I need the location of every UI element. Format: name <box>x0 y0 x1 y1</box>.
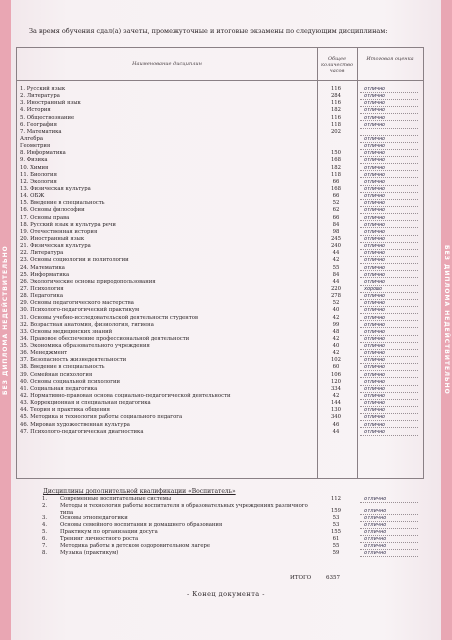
discipline-hours: 42 <box>332 393 340 400</box>
table-row <box>16 265 422 272</box>
discipline-name: 32. Возрастная анатомия, физиология, гигиена <box>20 321 154 328</box>
table-row <box>16 293 422 300</box>
discipline-name: 42. Нормативно-правовая основа социально-педагогической деятельности <box>20 393 231 400</box>
item-hours: 59 <box>332 550 340 556</box>
discipline-hours: 118 <box>330 171 342 178</box>
item-grade: отлично <box>364 543 387 549</box>
list-item <box>16 536 422 543</box>
discipline-name: 21. Физическая культура <box>20 243 91 250</box>
discipline-grade: отлично <box>364 114 385 121</box>
discipline-hours: 42 <box>332 335 340 342</box>
discipline-name: 47. Психолого-педагогическая диагностика <box>20 428 144 435</box>
table-row <box>16 393 422 400</box>
discipline-name: 34. Правовое обеспечение профессиональной деятельности <box>20 335 190 342</box>
table-row <box>16 165 422 172</box>
discipline-grade: отлично <box>364 321 385 328</box>
item-hours: 159 <box>330 508 342 514</box>
discipline-grade: отлично <box>364 228 385 235</box>
discipline-name: 12. Экология <box>20 178 57 185</box>
discipline-hours: 120 <box>330 378 342 385</box>
discipline-grade: отлично <box>364 335 385 342</box>
discipline-hours: 116 <box>330 86 342 92</box>
discipline-name: Алгебра <box>20 135 44 142</box>
discipline-grade: отлично <box>364 414 385 421</box>
discipline-hours: 182 <box>330 164 342 171</box>
table-row <box>16 157 422 164</box>
item-grade: отлично <box>364 529 387 535</box>
list-item <box>16 515 422 522</box>
table-row <box>16 357 422 364</box>
watermark-right: БЕЗ ДИПЛОМА НЕДЕЙСТВИТЕЛЬНО <box>443 245 450 395</box>
discipline-grade: отлично <box>364 300 385 307</box>
table-row <box>16 136 422 143</box>
discipline-hours: 240 <box>330 243 342 250</box>
discipline-hours: 55 <box>332 264 340 271</box>
discipline-grade: отлично <box>364 378 385 385</box>
table-row <box>16 322 422 329</box>
item-grade: отлично <box>364 522 387 528</box>
table-row <box>16 179 422 186</box>
table-row <box>16 122 422 129</box>
discipline-grade: отлично <box>364 235 385 242</box>
item-number: 8. <box>42 550 48 556</box>
item-hours: 53 <box>332 522 340 528</box>
discipline-name: 38. Введение в специальность <box>20 364 105 371</box>
discipline-name: 35. Экономика образовательного учреждения <box>20 343 150 350</box>
item-number: 6. <box>42 536 48 542</box>
list-item <box>16 522 422 529</box>
table-row <box>16 207 422 214</box>
table-row <box>16 86 422 93</box>
discipline-hours: 202 <box>330 128 342 135</box>
discipline-hours: 42 <box>332 314 340 321</box>
discipline-grade: отлично <box>364 293 385 300</box>
discipline-grade: отлично <box>364 121 385 128</box>
discipline-grade: отлично <box>364 428 385 435</box>
discipline-grade: отлично <box>364 407 385 414</box>
table-row <box>16 300 422 307</box>
table-row <box>16 286 422 293</box>
discipline-hours: 52 <box>332 200 340 207</box>
item-grade: отлично <box>364 536 387 542</box>
discipline-name: 37. Безопасность жизнедеятельности <box>20 357 127 364</box>
list-item <box>16 503 422 515</box>
discipline-hours: 40 <box>332 307 340 314</box>
table-row <box>16 336 422 343</box>
item-name: Основы этнопедагогики <box>60 515 128 521</box>
discipline-name: 2. Литература <box>20 93 60 100</box>
item-name: Основы семейного воспитания и домашнего образования <box>60 522 223 528</box>
item-grade: отлично <box>364 496 387 502</box>
table-row <box>16 172 422 179</box>
table-row <box>16 429 422 436</box>
discipline-grade: отлично <box>364 143 385 150</box>
discipline-hours: 106 <box>330 371 342 378</box>
table-row <box>16 272 422 279</box>
table-row <box>16 372 422 379</box>
discipline-name: 39. Семейная психология <box>20 371 93 378</box>
discipline-name: 17. Основы права <box>20 214 70 221</box>
discipline-grade: отлично <box>364 400 385 407</box>
item-name: Методы и технология работы воспитателя в образовательных учреждениях различного типа <box>60 503 308 516</box>
table-row <box>16 193 422 200</box>
table-row <box>16 307 422 314</box>
discipline-name: 4. История <box>20 107 51 114</box>
discipline-grade: отлично <box>364 250 385 257</box>
table-row <box>16 115 422 122</box>
discipline-name: 22. Литература <box>20 250 64 257</box>
table-row <box>16 229 422 236</box>
discipline-hours: 42 <box>332 350 340 357</box>
discipline-hours: 116 <box>330 100 342 107</box>
table-row <box>16 100 422 107</box>
item-name: Современные воспитательные системы <box>60 496 172 502</box>
discipline-name: 45. Методика и технология работы социального педагога <box>20 414 183 421</box>
discipline-grade: отлично <box>364 221 385 228</box>
discipline-grade: отлично <box>364 307 385 314</box>
additional-rows <box>16 496 422 557</box>
discipline-grade: отлично <box>364 157 385 164</box>
header-total-hours: Общее количество часов <box>321 56 353 74</box>
item-number: 5. <box>42 529 48 535</box>
discipline-name: 28. Педагогика <box>20 293 64 300</box>
discipline-hours: 168 <box>330 157 342 164</box>
item-hours: 112 <box>330 496 342 502</box>
watermark-left: БЕЗ ДИПЛОМА НЕДЕЙСТВИТЕЛЬНО <box>2 245 9 395</box>
discipline-grade: отлично <box>364 243 385 250</box>
table-row <box>16 186 422 193</box>
table-row <box>16 422 422 429</box>
discipline-hours: 334 <box>330 385 342 392</box>
table-row <box>16 386 422 393</box>
discipline-name: 15. Введение в специальность <box>20 200 105 207</box>
table-row <box>16 215 422 222</box>
discipline-hours: 220 <box>330 285 342 292</box>
discipline-name: 7. Математика <box>20 128 62 135</box>
discipline-hours: 84 <box>332 221 340 228</box>
discipline-hours: 284 <box>330 93 342 100</box>
header-final-grade: Итоговая оценка <box>366 56 414 62</box>
discipline-name: 33. Основы медицинских знаний <box>20 328 113 335</box>
discipline-grade: отлично <box>364 193 385 200</box>
discipline-hours: 66 <box>332 178 340 185</box>
list-item <box>16 550 422 557</box>
discipline-grade: отлично <box>364 214 385 221</box>
item-grade: отлично <box>364 515 387 521</box>
item-grade: отлично <box>364 508 387 514</box>
discipline-hours: 60 <box>332 364 340 371</box>
discipline-name: 26. Экологические основы природопользования <box>20 278 156 285</box>
discipline-name: 3. Иностранный язык <box>20 100 81 107</box>
discipline-name: Геометрия <box>20 143 51 150</box>
intro-text: За время обучения сдал(а) зачеты, промежуточные и итоговые экзамены по следующим дисциплинам: <box>29 27 388 35</box>
discipline-grade: отлично <box>364 278 385 285</box>
discipline-hours: 44 <box>332 428 340 435</box>
discipline-name: 25. Информатика <box>20 271 70 278</box>
discipline-name: 27. Психология <box>20 285 64 292</box>
discipline-name: 18. Русский язык и культура речи <box>20 221 116 228</box>
item-number: 4. <box>42 522 48 528</box>
discipline-hours: 245 <box>330 235 342 242</box>
discipline-hours: 340 <box>330 414 342 421</box>
discipline-hours: 150 <box>330 150 342 157</box>
discipline-grade: отлично <box>364 385 385 392</box>
discipline-grade: отлично <box>364 350 385 357</box>
table-row <box>16 143 422 150</box>
list-item <box>16 529 422 536</box>
discipline-name: 46. Мировая художественная культура <box>20 421 130 428</box>
discipline-name: 40. Основы социальной психологии <box>20 378 121 385</box>
discipline-hours: 168 <box>330 185 342 192</box>
discipline-name: 43. Коррекционная и специальная педагогика <box>20 400 151 407</box>
table-row <box>16 257 422 264</box>
item-hours: 55 <box>332 543 340 549</box>
item-number: 2. <box>42 503 48 509</box>
discipline-grade: отлично <box>364 257 385 264</box>
table-row <box>16 364 422 371</box>
discipline-grade: отлично <box>364 328 385 335</box>
discipline-hours: 46 <box>332 421 340 428</box>
discipline-grade: отлично <box>364 150 385 157</box>
discipline-name: 30. Психолого-педагогический практикум <box>20 307 140 314</box>
discipline-grade: отлично <box>364 100 385 107</box>
table-row <box>16 93 422 100</box>
discipline-hours: 102 <box>330 357 342 364</box>
discipline-grade: отлично <box>364 86 385 92</box>
item-hours: 155 <box>330 529 342 535</box>
discipline-grade: отлично <box>364 364 385 371</box>
table-row <box>16 222 422 229</box>
discipline-name: 41. Социальная педагогика <box>20 385 98 392</box>
item-name: Тренинг личностного роста <box>60 536 139 542</box>
item-number: 7. <box>42 543 48 549</box>
discipline-grade: отлично <box>364 171 385 178</box>
item-name: Музыка (практикум) <box>60 550 119 556</box>
discipline-grade: отлично <box>364 264 385 271</box>
table-row <box>16 414 422 421</box>
discipline-name: 9. Физика <box>20 157 48 164</box>
discipline-hours: 66 <box>332 214 340 221</box>
discipline-hours: 48 <box>332 328 340 335</box>
discipline-name: 19. Отечественная история <box>20 228 98 235</box>
table-row <box>16 329 422 336</box>
discipline-hours: 52 <box>332 300 340 307</box>
discipline-hours: 99 <box>332 321 340 328</box>
item-number: 3. <box>42 515 48 521</box>
discipline-grade: отлично <box>364 200 385 207</box>
discipline-hours: 84 <box>332 271 340 278</box>
table-row <box>16 279 422 286</box>
discipline-grade: отлично <box>364 393 385 400</box>
discipline-hours: 116 <box>330 114 342 121</box>
item-grade: отлично <box>364 550 387 556</box>
discipline-grade: отлично <box>364 357 385 364</box>
table-row <box>16 107 422 114</box>
discipline-name: 1. Русский язык <box>20 86 66 92</box>
discipline-name: 44. Теория и практика общения <box>20 407 110 414</box>
discipline-name: 31. Основы учебно-исследовательской деятельности студентов <box>20 314 198 321</box>
discipline-grade: отлично <box>364 185 385 192</box>
discipline-grade: отлично <box>364 164 385 171</box>
discipline-grade: отлично <box>364 135 385 142</box>
discipline-hours: 40 <box>332 343 340 350</box>
discipline-name: 16. Основы философии <box>20 207 85 214</box>
item-hours: 61 <box>332 536 340 542</box>
discipline-grade: отлично <box>364 421 385 428</box>
discipline-grade: отлично <box>364 93 385 100</box>
list-item <box>16 543 422 550</box>
discipline-hours: 66 <box>332 193 340 200</box>
discipline-hours: 182 <box>330 107 342 114</box>
total-label: ИТОГО <box>290 575 312 581</box>
discipline-grade: отлично <box>364 371 385 378</box>
table-row <box>16 350 422 357</box>
discipline-name: 24. Математика <box>20 264 65 271</box>
discipline-hours: 118 <box>330 121 342 128</box>
table-row <box>16 243 422 250</box>
discipline-grade: хорошо <box>364 285 382 292</box>
discipline-grade: отлично <box>364 107 385 114</box>
discipline-name: 13. Физическая культура <box>20 185 91 192</box>
total-value: 6357 <box>326 575 340 581</box>
table-row <box>16 129 422 136</box>
discipline-hours: 44 <box>332 278 340 285</box>
discipline-name: 6. География <box>20 121 57 128</box>
item-number: 1. <box>42 496 48 502</box>
discipline-hours: 42 <box>332 257 340 264</box>
table-row <box>16 236 422 243</box>
discipline-name: 29. Основы педагогического мастерства <box>20 300 134 307</box>
table-row <box>16 150 422 157</box>
discipline-hours: 144 <box>330 400 342 407</box>
list-item <box>16 496 422 503</box>
discipline-grade: отлично <box>364 207 385 214</box>
discipline-name: 14. ОБЖ <box>20 193 45 200</box>
table-row <box>16 379 422 386</box>
discipline-grade: отлично <box>364 343 385 350</box>
discipline-name: 20. Иностранный язык <box>20 235 85 242</box>
discipline-name: 36. Менеджмент <box>20 350 68 357</box>
discipline-name: 23. Основы социологии и политологии <box>20 257 129 264</box>
item-name: Практикум по организации досуга <box>60 529 158 535</box>
discipline-rows <box>16 86 422 436</box>
discipline-name: 10. Химия <box>20 164 49 171</box>
discipline-grade: отлично <box>364 314 385 321</box>
discipline-grade: отлично <box>364 271 385 278</box>
discipline-hours: 130 <box>330 407 342 414</box>
discipline-name: 5. Обществознание <box>20 114 75 121</box>
table-row <box>16 250 422 257</box>
table-row <box>16 315 422 322</box>
discipline-name: 8. Информатика <box>20 150 66 157</box>
discipline-hours: 98 <box>332 228 340 235</box>
additional-qualification-title: Дисциплины дополнительной квалификации «Воспитатель» <box>43 488 236 495</box>
discipline-hours: 278 <box>330 293 342 300</box>
end-of-document: - Конец документа - <box>187 590 265 598</box>
header-discipline-name: Наименование дисциплин <box>132 61 202 67</box>
item-hours: 53 <box>332 515 340 521</box>
table-row <box>16 343 422 350</box>
discipline-grade: отлично <box>364 178 385 185</box>
item-name: Методика работы в детском оздоровительном лагере <box>60 543 211 549</box>
discipline-name: 11. Биология <box>20 171 57 178</box>
discipline-hours: 62 <box>332 207 340 214</box>
discipline-hours: 44 <box>332 250 340 257</box>
